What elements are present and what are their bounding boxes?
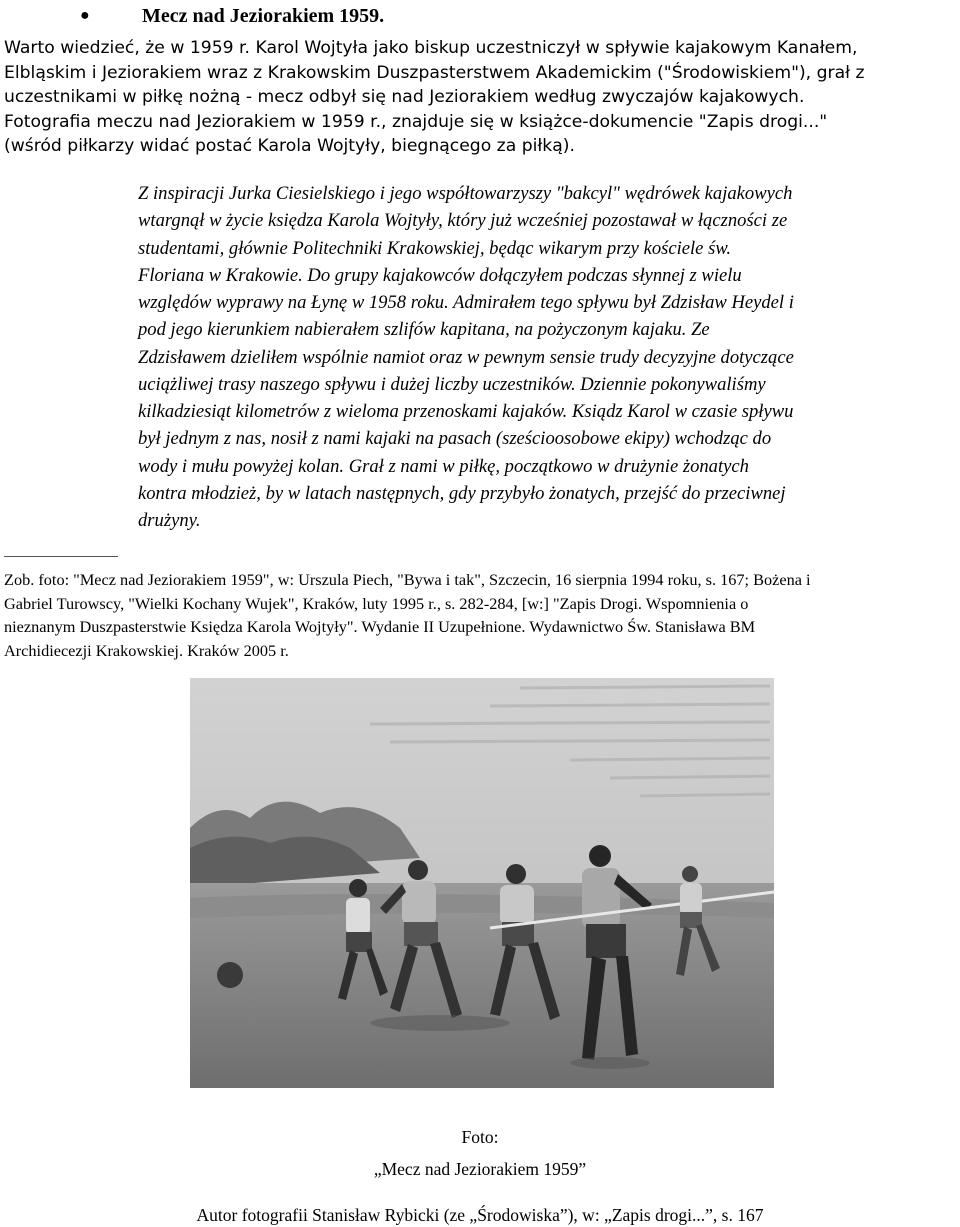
quote-line: Floriana w Krakowie. Do grupy kajakowców dołączyłem podczas słynnej z wielu [138,264,742,286]
source-line: Zob. foto: "Mecz nad Jeziorakiem 1959", w: Urszula Piech, "Bywa i tak", Szczecin, 16 sierpnia 1994 roku, s. 167; Bożena i [4,570,811,589]
photo-caption-author: Autor fotografii Stanisław Rybicki (ze „Środowiska”), w: „Zapis drogi...”, s. 167 [196,1205,764,1225]
quote-line: uciążliwej trasy naszego spływu i dużej liczby uczestników. Dziennie pokonywaliśmy [138,373,766,395]
quote-line: wtargnął w życie księdza Karola Wojtyły, który już wcześniej pozostawał w łączności ze [138,210,788,232]
photo-caption-title: „Mecz nad Jeziorakiem 1959” [373,1159,587,1179]
quote-line: względów wyprawy na Łynę w 1958 roku. Admirałem tego spływu był Zdzisław Heydel i [138,292,794,313]
intro-line: Warto wiedzieć, że w 1959 r. Karol Wojtyła jako biskup uczestniczył w spływie kajakowym Kanałem, [4,38,858,58]
quote-line: kontra młodzież, by w latach następnych, gdy przybyło żonatych, przejść do przeciwnej [138,482,786,504]
source-note [4,568,960,662]
intro-line: Elbląskim i Jeziorakiem wraz z Krakowskim Duszpasterstwem Akademickim ("Środowiskiem"), grał z [4,62,865,83]
intro-line: (wśród piłkarzy widać postać Karola Wojtyły, biegnącego za piłką). [4,136,575,157]
quote-line: kilkadziesiąt kilometrów z wieloma przenoskami kajaków. Ksiądz Karol w czasie spływu [138,401,794,422]
heading [0,2,960,30]
quote-line: Zdzisławem dzieliłem wspólnie namiot oraz w pewnym sensie trudy decyzyjne dotyczące [138,346,794,368]
quote-line: był jednym z nas, nosił z nami kajaki na pasach (sześcioosobowe ekipy) wchodząc do [138,428,772,450]
football-match-photo [190,678,774,1088]
bullet-icon: ● [80,7,90,24]
quote-paragraph [138,180,956,534]
source-line: Archidiecezji Krakowskiej. Kraków 2005 r. [4,640,289,660]
footnote-divider [4,556,118,557]
source-line: Gabriel Turowscy, "Wielki Kochany Wujek", Kraków, luty 1995 r., s. 282-284, [w:] "Zapis Drogi. Wspomnienia o [4,593,749,613]
quote-line: Z inspiracji Jurka Ciesielskiego i jego współtowarzyszy "bakcyl" wędrówek kajakowych [138,183,793,204]
quote-line: pod jego kierunkiem nabierałem szlifów kapitana, na pożyczonym kajaku. Ze [138,319,710,341]
page-title: Mecz nad Jeziorakiem 1959. [142,5,385,27]
intro-line: Fotografia meczu nad Jeziorakiem w 1959 r., znajduje się w książce-dokumencie "Zapis drogi..." [4,111,828,132]
quote-line: drużyny. [138,510,201,531]
intro-line: uczestnikami w piłkę nożną - mecz odbył się nad Jeziorakiem według zwyczajów kajakowych. [4,87,805,108]
photo-illustration [190,678,774,1088]
intro-paragraph [4,36,960,159]
quote-line: studentami, głównie Politechniki Krakowskiej, będąc wikarym przy kościele św. [138,237,731,259]
quote-line: wody i mułu powyżej kolan. Grał z nami w piłkę, początkowo w drużynie żonatych [138,455,749,477]
source-line: nieznanym Duszpasterstwie Księdza Karola Wojtyły". Wydanie II Uzupełnione. Wydawnictwo Św. Stanisława BM [4,617,756,636]
photo-caption-label: Foto: [461,1127,499,1147]
